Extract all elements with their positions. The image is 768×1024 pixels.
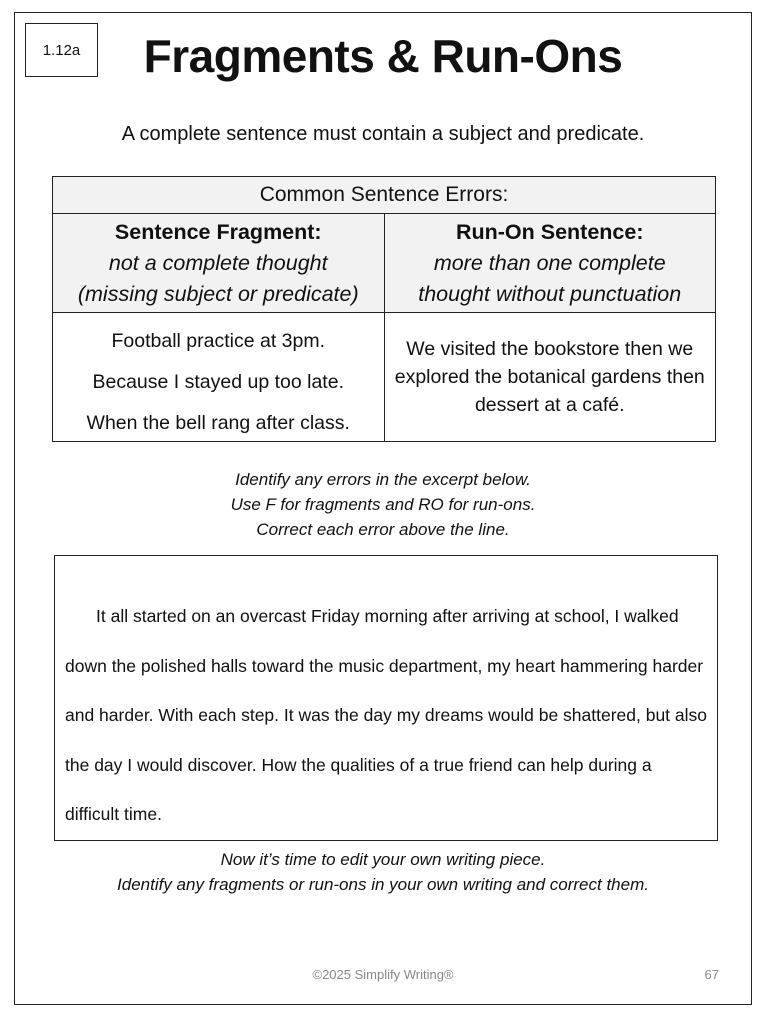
runon-example: We visited the bookstore then we explored the botanical gardens then dessert at a café. — [394, 338, 705, 416]
excerpt-box — [54, 555, 718, 841]
footer-copyright: ©2025 Simplify Writing® — [312, 967, 454, 982]
page-number: 67 — [704, 967, 719, 982]
page-title: Fragments & Run-Ons — [143, 30, 623, 82]
fragment-example: Because I stayed up too late. — [92, 371, 344, 393]
table-header-row — [53, 214, 716, 313]
excerpt-instructions — [15, 467, 751, 542]
runon-definition-line2: thought without punctuation — [418, 281, 682, 306]
lesson-code: 1.12a — [42, 41, 81, 59]
subtitle: A complete sentence must contain a subject and predicate. — [121, 123, 645, 145]
fragment-examples-cell — [53, 313, 385, 442]
excerpt-text: It all started on an overcast Friday morning after arriving at school, I walked down the polished halls toward the music department, my heart hammering harder and harder. With each step. It was the day my dreams would be shattered, but also the day I would discover. How the qualities of a true friend can help during a difficult time. — [65, 606, 708, 824]
runon-term: Run-On Sentence: — [455, 219, 644, 244]
instruction-line: Use F for fragments and RO for run-ons. — [230, 495, 536, 514]
instruction-line: Correct each error above the line. — [256, 520, 510, 539]
fragment-example: Football practice at 3pm. — [111, 330, 326, 352]
runon-example-cell — [384, 313, 716, 442]
fragment-definition-line2: (missing subject or predicate) — [77, 281, 359, 306]
fragment-example: When the bell rang after class. — [86, 412, 350, 434]
worksheet-page — [14, 12, 752, 1005]
closing-line: Identify any fragments or run-ons in your own writing and correct them. — [117, 875, 649, 894]
runon-header-cell — [384, 214, 716, 313]
fragment-definition-line1: not a complete thought — [108, 250, 328, 275]
sentence-errors-table — [52, 176, 716, 442]
runon-definition-line1: more than one complete — [433, 250, 666, 275]
closing-line: Now it’s time to edit your own writing piece. — [220, 850, 546, 869]
table-examples-row — [53, 313, 716, 442]
fragment-term: Sentence Fragment: — [114, 219, 322, 244]
fragment-header-cell — [53, 214, 385, 313]
instruction-line: Identify any errors in the excerpt below. — [235, 470, 531, 489]
closing-instructions — [15, 847, 751, 897]
table-caption: Common Sentence Errors: — [53, 177, 716, 214]
table-caption-row — [53, 177, 716, 214]
